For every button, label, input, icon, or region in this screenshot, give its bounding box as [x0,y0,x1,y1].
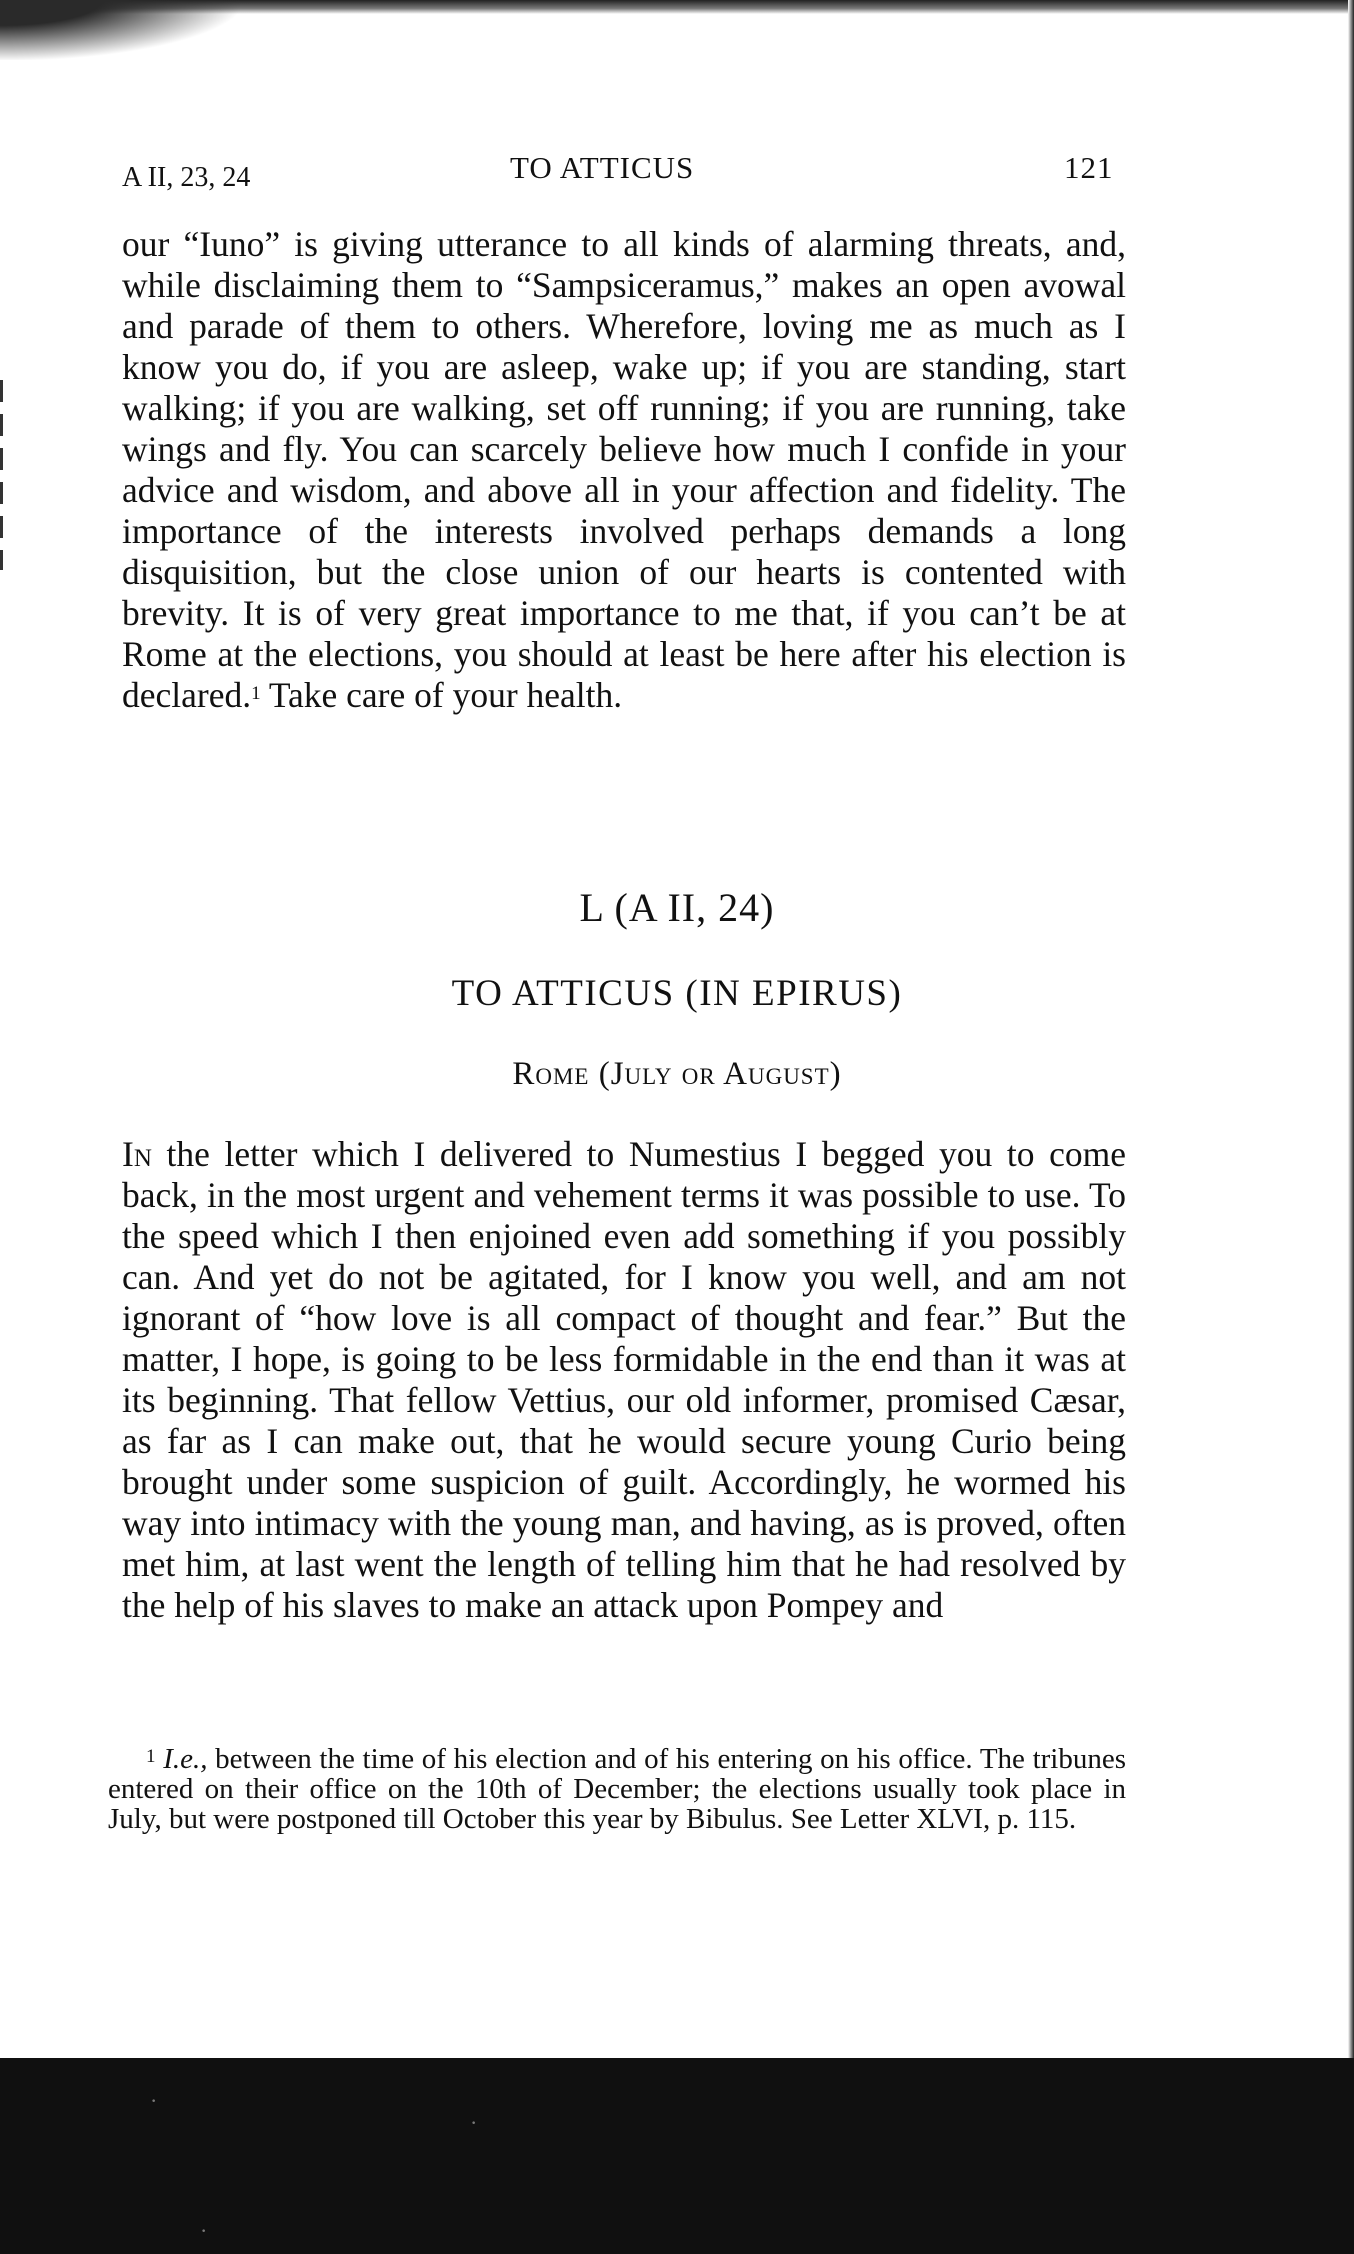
letter-first-word: In [122,1134,152,1174]
running-head-left: A II, 23, 24 [122,162,251,193]
scan-right-edge [1348,0,1354,2080]
running-head-title: TO ATTICUS [510,150,695,185]
scan-bottom-edge [0,2058,1354,2254]
scan-speck: · [470,2110,478,2135]
footnote-text: between the time of his election and of his entering on his office. The tribunes entered on their office on the 10th of December; the elections usually took place in July, but were postponed till October this year by Bibulus. See Letter XLVI, p. 115. [108,1743,1127,1835]
scan-speck: · [200,2218,208,2243]
scan-speck: · [150,2088,158,2113]
scan-corner-shadow [0,0,240,60]
letter-place-date: Rome (July or August) [512,1056,842,1092]
letter-number-heading: L (A II, 24) [579,885,775,930]
footnote-abbreviation: I.e., [163,1743,208,1775]
paragraph-text-end: Take care of your health. [260,675,623,715]
scan-left-edge-marks [0,380,3,570]
previous-letter-conclusion [122,224,1126,716]
page-number: 121 [1064,150,1114,185]
footnote-mark: 1 [146,1746,156,1767]
footnote-reference: 1 [251,683,261,704]
footnote [108,1744,1126,1834]
letter-body [122,1134,1126,1626]
paragraph-text: our “Iuno” is giving utterance to all kinds of alarming threats, and, while disclaiming them to “Sampsiceramus,” makes an open avowal and parade of them to others. Wherefore, loving me as much as I know you do, if you are asleep, wake up; if you are standing, start walking; if you are walking, set off running; if you are running, take wings and fly. You can scarcely believe how much I confide in your advice and wisdom, and above all in your affection and fidelity. The importance of the interests involved perhaps demands a long disquisition, but the close union of our hearts is contented with brevity. It is of very great importance to me that, if you can’t be at Rome at the elections, you should at least be here after his election is declared. [122,224,1126,715]
letter-addressee-heading: TO ATTICUS (IN EPIRUS) [451,973,903,1014]
letter-body-text: the letter which I delivered to Numestius I begged you to come back, in the most urgent and vehement terms it was possible to use. To the speed which I then enjoined even add something if you possibly can. And yet do not be agitated, for I know you well, and am not ignorant of “how love is all compact of thought and fear.” But the matter, I hope, is going to be less formidable in the end than it was at its beginning. That fellow Vettius, our old informer, promised Cæsar, as far as I can make out, that he would secure young Curio being brought under some suspicion of guilt. Accordingly, he wormed his way into intimacy with the young man, and having, as is proved, often met him, at last went the length of telling him that he had resolved by the help of his slaves to make an attack upon Pompey and [122,1134,1126,1625]
